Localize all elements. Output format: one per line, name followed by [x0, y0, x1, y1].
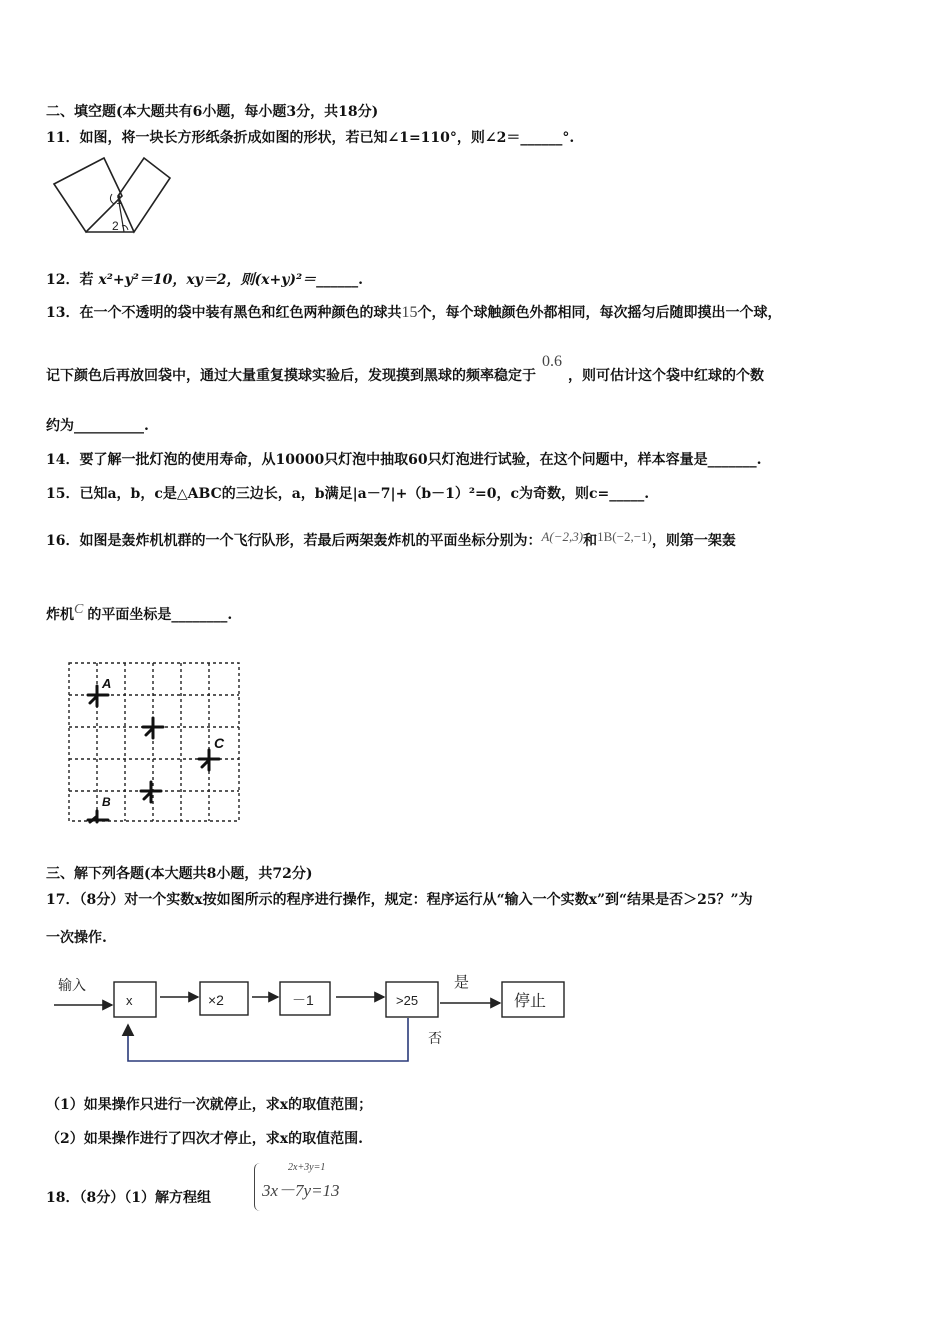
q13-line2: [46, 353, 764, 385]
q16-line1: [46, 529, 736, 550]
q13-line1: [46, 304, 781, 322]
q17-sub2: （2）如果操作进行了四次才停止，求x的取值范围.: [46, 1131, 363, 1147]
q16-point-c: C: [74, 602, 84, 617]
q18-text: 18．（8分）（1）解方程组: [46, 1190, 211, 1206]
plane-lower-icon: [141, 782, 161, 802]
flow-box-stop-label: 停止: [514, 993, 547, 1010]
q16-point-b: 1B(−2,−1): [597, 529, 652, 544]
section3-heading: 三、解下列各题(本大题共8小题，共72分): [46, 866, 313, 882]
q17-line2: 一次操作.: [46, 930, 107, 946]
q11-text: 11．如图，将一块长方形纸条折成如图的形状，若已知∠1=110°，则∠2＝______°.: [46, 130, 575, 146]
q11-angle1-label: 1: [116, 193, 123, 207]
q13-line1-a: 13．在一个不透明的袋中装有黑色和红色两种颜色的球共: [46, 305, 402, 321]
q13-line1-b: 个，每个球触颜色外都相同，每次摇匀后随即摸出一个球，: [417, 305, 782, 321]
q13-line3: 约为__________.: [46, 418, 149, 434]
q12-blank: ______.: [316, 272, 364, 288]
q16-line2-b: 的平面坐标是________.: [87, 607, 233, 623]
flow-box-minus1-label: －1: [292, 992, 314, 1008]
flow-no-label: 否: [428, 1030, 442, 1046]
q16-formation-figure: [66, 660, 242, 824]
q13-line2-b: ，则可估计这个袋中红球的个数: [568, 368, 764, 384]
q16-line2: [46, 602, 233, 625]
flow-yes-label: 是: [454, 974, 470, 991]
q12-line: [46, 271, 363, 289]
q16-line1-b: ，则第一架轰: [651, 533, 736, 549]
q11-angle2-label: 2: [112, 219, 119, 233]
q16-label-b: B: [102, 795, 111, 809]
q16-and: 和: [583, 533, 598, 549]
q17-flowchart: [46, 965, 586, 1070]
q16-label-c: C: [214, 735, 225, 751]
plane-b-icon: [88, 811, 108, 822]
q16-line1-a: 16．如图是轰炸机机群的一个飞行队形，若最后两架轰炸机的平面坐标分别为：: [46, 533, 542, 549]
q17-line1: 17．（8分）对一个实数x按如图所示的程序进行操作，规定：程序运行从“输入一个实数x”到“结果是否＞25？”为: [46, 892, 753, 908]
q13-frequency: 0.6: [542, 353, 562, 370]
q17-sub1: （1）如果操作只进行一次就停止，求x的取值范围；: [46, 1097, 373, 1113]
q15-text: 15．已知a，b，c是△ABC的三边长，a，b满足|a－7|+（b－1）²=0，c为奇数，则c=_____.: [46, 486, 650, 502]
q16-line2-a: 炸机: [46, 607, 74, 623]
q16-label-a: A: [102, 676, 112, 691]
flow-box-x-label: x: [126, 993, 133, 1008]
q14-text: 14．要了解一批灯泡的使用寿命，从10000只灯泡中抽取60只灯泡进行试验，在这个问题中，样本容量是_______.: [46, 452, 762, 468]
flow-box-x: [114, 982, 156, 1017]
q13-line2-a: 记下颜色后再放回袋中，通过大量重复摸球实验后，发现摸到黑球的频率稳定于: [46, 368, 536, 384]
plane-middle-icon: [143, 718, 163, 738]
plane-c-icon: [199, 750, 219, 770]
q13-ball-count: 15: [401, 304, 418, 321]
q12-prefix: 12．若: [46, 272, 99, 288]
flow-box-times2-label: ×2: [208, 992, 224, 1008]
q16-point-a: A(−2,3): [541, 529, 584, 544]
q12-expression: x²+y²＝10，xy＝2，则(x+y)²＝: [98, 272, 317, 288]
q18-brace: [254, 1163, 261, 1211]
q18-eq-bottom: 3x－7y=13: [262, 1181, 340, 1200]
q18-eq-top: 2x+3y=1: [288, 1162, 326, 1173]
section2-heading: 二、填空题(本大题共有6小题，每小题3分，共18分): [46, 104, 379, 120]
flow-input-label: 输入: [58, 977, 86, 993]
q11-figure: [52, 156, 172, 238]
flow-box-condition-label: >25: [396, 993, 419, 1008]
